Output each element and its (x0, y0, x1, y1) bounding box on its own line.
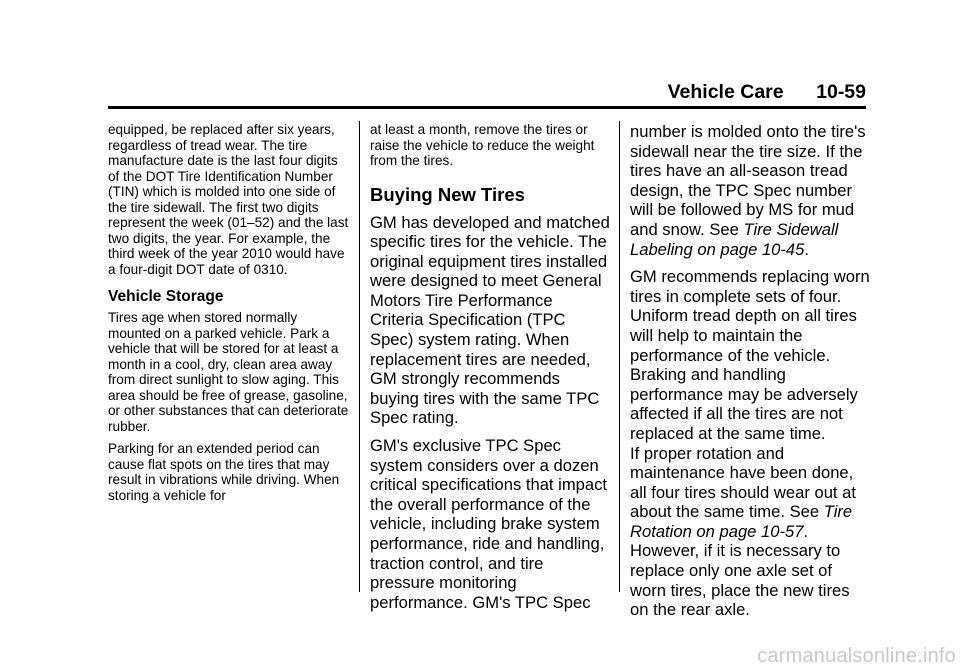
paragraph: Tires age when stored normally mounted on a parked vehicle. Park a vehicle that will be stored for at least a month in a cool, dry, clean area away from direct sunlight to slow aging. This area should be free of grease, gasoline, or other substances that can deteriorate rubber. (108, 310, 349, 434)
watermark: carmanualsonline.info (757, 645, 956, 667)
page-header (540, 81, 866, 104)
page-number: 10-59 (816, 81, 866, 103)
section-title: Vehicle Care (667, 81, 784, 103)
paragraph-text: GM recommends replacing worn tires in complete sets of four. Uniform tread depth on all tires will help to maintain the performance of the vehicle. Braking and handling performance may be adversely affected if all the tires are not replaced at the same time. (630, 267, 870, 443)
column-2 (370, 122, 610, 612)
paragraph: equipped, be replaced after six years, regardless of tread wear. The tire manufacture date is the last four digits of the DOT Tire Identification Number (TIN) which is molded into one side of the tire sidewall. The first two digits represent the week (01–52) and the last two digits, the year. For example, the third week of the year 2010 would have a four-digit DOT date of 0310. (108, 122, 349, 277)
section-heading-vehicle-storage: Vehicle Storage (108, 288, 224, 305)
paragraph-text: If proper rotation and maintenance have been done, all four tires should wear out at about the same time. See (630, 443, 856, 522)
section-heading-buying-new-tires: Buying New Tires (370, 183, 525, 205)
paragraph (630, 122, 870, 259)
paragraph-text: . However, if it is necessary to replace only one axle set of worn tires, place the new tires on the rear axle. (630, 521, 850, 620)
paragraph: at least a month, remove the tires or raise the vehicle to reduce the weight from the tires. (370, 122, 595, 168)
column-3 (630, 122, 870, 620)
column-1 (108, 122, 350, 503)
paragraph (630, 444, 870, 620)
header-rule (108, 106, 866, 109)
paragraph (630, 267, 870, 443)
paragraph-text: . (804, 239, 810, 259)
column-divider (359, 121, 360, 592)
paragraph-text: number is molded onto the tire's sidewall near the tire size. If the tires have an all-season tread design, the TPC Spec number will be followed by MS for mud and snow. See (630, 122, 866, 239)
column-divider (619, 121, 620, 592)
cross-reference-link[interactable]: Tire Rotation on page 10‑57 (630, 502, 853, 541)
paragraph: GM has developed and matched specific tires for the vehicle. The original equipment tires installed were designed to meet General Motors Tire Performance Criteria Specification (TPC Spec) system rating. When replacement tires are needed, GM strongly recommends buying tires with the same TPC Spec rating. (370, 212, 610, 428)
paragraph: Parking for an extended period can cause flat spots on the tires that may result in vibrations while driving. When storing a vehicle for (108, 441, 340, 503)
paragraph: GM's exclusive TPC Spec system considers over a dozen critical specifications that impact the overall performance of the vehicle, including brake system performance, ride and handling, traction control, and tire pressure monitoring performance. GM's TPC Spec (370, 436, 608, 612)
cross-reference-link[interactable]: Tire Sidewall Labeling on page 10‑45 (630, 219, 839, 259)
